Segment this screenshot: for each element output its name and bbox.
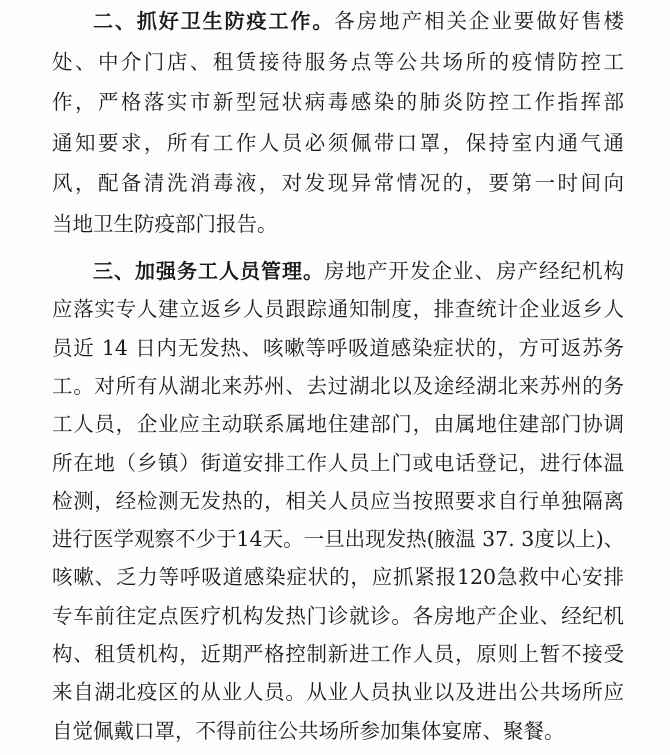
section2-heading: 二、抓好卫生防疫工作。 bbox=[93, 9, 335, 33]
section2-line-6: 当地卫生防疫部门报告。 bbox=[52, 211, 278, 236]
section3-line-5: 工人员，企业应主动联系属地住建部门，由属地住建部门协调 bbox=[52, 412, 624, 437]
section3-line-4: 工。对所有从湖北来苏州、去过湖北以及途经湖北来苏州的务 bbox=[52, 373, 624, 398]
section3-heading: 三、加强务工人员管理。 bbox=[93, 259, 324, 283]
section3-line-6: 所在地（乡镇）街道安排工作人员上门或电话登记，进行体温 bbox=[52, 450, 624, 475]
section3-text: 房地产开发企业、房产经纪机构 bbox=[324, 259, 624, 283]
section3-line-2: 应落实专人建立返乡人员跟踪通知制度，排查统计企业返乡人 bbox=[52, 297, 624, 322]
section2-line-4: 通知要求，所有工作人员必须佩带口罩，保持室内通气通 bbox=[52, 130, 624, 155]
section3-line-7: 检测，经检测无发热的，相关人员应当按照要求自行单独隔离 bbox=[52, 488, 624, 513]
section3-line-3: 员近 14 日内无发热、咳嗽等呼吸道感染症状的，方可返苏务 bbox=[52, 335, 624, 360]
section3-line-8: 进行医学观察不少于14天。一旦出现发热(腋温 37. 3度以上)、 bbox=[52, 527, 625, 552]
section2-line-5: 风，配备清洗消毒液，对发现异常情况的，要第一时间向 bbox=[52, 171, 624, 195]
section3-line-1 bbox=[93, 252, 624, 290]
section3-line-10: 专车前往定点医疗机构发热门诊就诊。各房地产企业、经纪机 bbox=[52, 603, 624, 628]
section3-line-12: 来自湖北疫区的从业人员。从业人员执业以及进出公共场所应 bbox=[52, 680, 624, 705]
section2-text: 各房地产相关企业要做好售楼 bbox=[334, 9, 625, 33]
section3-line-9: 咳嗽、乏力等呼吸道感染症状的，应抓紧报120急救中心安排 bbox=[52, 565, 624, 590]
section2-line-2: 处、中介门店、租赁接待服务点等公共场所的疫情防控工 bbox=[52, 49, 624, 74]
section3-line-13: 自觉佩戴口罩，不得前往公共场所参加集体宴席、聚餐。 bbox=[52, 718, 565, 743]
section2-line-1 bbox=[93, 2, 624, 40]
section3-line-11: 构、租赁机构，近期严格控制新进工作人员，原则上暂不接受 bbox=[52, 642, 624, 666]
section2-line-3: 作，严格落实市新型冠状病毒感染的肺炎防控工作指挥部 bbox=[52, 90, 624, 114]
